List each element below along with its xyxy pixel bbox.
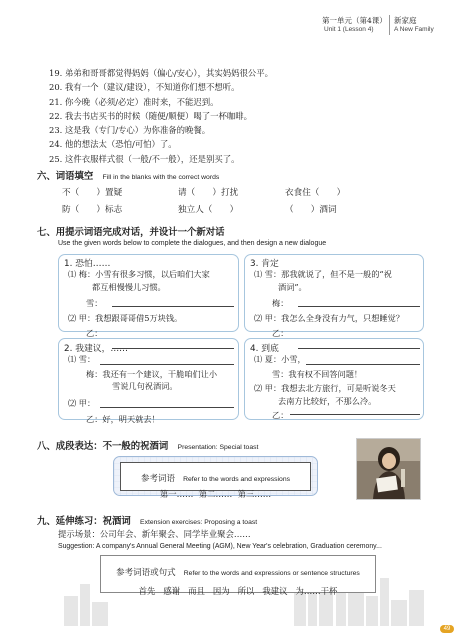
fill-blank-3: 衣食住（ ） bbox=[285, 188, 346, 198]
unit-label-cn: 第一单元（第4课） bbox=[322, 16, 387, 25]
unit-label-en: Unit 1 (Lesson 4) bbox=[324, 26, 374, 33]
answer-line[interactable] bbox=[290, 414, 420, 415]
section9-title-en: Extension exercises: Proposing a toast bbox=[140, 519, 258, 526]
dialogue-4-line-5: 乙： bbox=[272, 410, 289, 421]
dialogue-4-line-4: 去南方比较好，不那么冷。 bbox=[278, 395, 377, 406]
dialogue-2-keyword: 2. 我建议，…… bbox=[64, 344, 128, 354]
dialogue-2-line-4: ⑵ 甲： bbox=[68, 397, 96, 408]
dialogue-1-line-5: 乙： bbox=[86, 328, 103, 339]
exercise-line-23: 23. 这是我（专门/专心）为你准备的晚餐。 bbox=[49, 125, 211, 136]
section9-ref-words: 首先 感谢 而且 因为 所以 我建议 为……干杯 bbox=[138, 586, 338, 596]
section8-title: 八、成段表达：不一般的祝酒词 Presentation: Special toast bbox=[37, 441, 259, 452]
section9-suggestion: Suggestion: A company's Annual General Meeting (AGM), New Year's celebration, Graduation ceremony... bbox=[58, 543, 382, 550]
exercise-line-20: 20. 我有一个（建议/建设），不知道你们想不想听。 bbox=[49, 82, 240, 93]
section8-ref-heading bbox=[121, 466, 310, 485]
answer-line[interactable] bbox=[100, 364, 234, 365]
section6-title-en: Fill in the blanks with the correct words bbox=[102, 174, 220, 181]
section-label-cn: 新家庭 bbox=[394, 16, 417, 25]
dialogue-1-line-3: 雪： bbox=[86, 298, 103, 309]
dialogue-3-line-4: ⑵ 甲：我怎么全身没有力气，只想睡觉？ bbox=[254, 312, 404, 323]
fill-blank-1: 不（ ）置疑 bbox=[62, 188, 123, 198]
section9-hint: 提示场景：公司年会、新年聚会、同学毕业聚会…… bbox=[58, 529, 251, 539]
dialogue-3-line-1: ⑴ 雪：那我就说了，但不是一般的“祝 bbox=[254, 269, 392, 279]
fill-blank-4: 防（ ）标志 bbox=[62, 205, 123, 215]
dialogue-1-keyword: 1. 恐怕…… bbox=[64, 259, 111, 269]
section7-title-en: Use the given words below to complete the dialogues, and then design a new dialogue bbox=[58, 240, 327, 247]
answer-line[interactable] bbox=[112, 306, 234, 307]
section8-ref-title: 参考词语 bbox=[140, 474, 175, 484]
dialogue-2-line-3: 雪说几句祝酒词。 bbox=[112, 381, 178, 392]
answer-line[interactable] bbox=[100, 407, 234, 408]
exercise-line-19: 19. 弟弟和哥哥都觉得妈妈（偏心/安心），其实妈妈很公平。 bbox=[49, 68, 273, 78]
section9-ref-heading bbox=[101, 560, 375, 579]
dialogue-3-line-3: 梅： bbox=[272, 298, 289, 309]
dialogue-3-text bbox=[254, 268, 426, 340]
fill-blank-5: 独立人（ ） bbox=[178, 205, 239, 215]
page-number-badge: 49 bbox=[440, 625, 454, 633]
section8-ref-words: 第一…… 第二…… 第三…… bbox=[159, 489, 272, 499]
exercise-line-25: 25. 这件衣服样式很（一般/不一般），还是别买了。 bbox=[49, 153, 240, 164]
section9-ref-title: 参考词语或句式 bbox=[116, 568, 176, 578]
toast-photo bbox=[356, 438, 421, 500]
exercise-line-22: 22. 我去书店买书的时候（随便/顺便）喝了一杯咖啡。 bbox=[49, 110, 253, 121]
dialogue-2-line-1: ⑴ 雪： bbox=[68, 354, 96, 364]
woman-reading-toast-image bbox=[357, 439, 420, 499]
section-label-en: A New Family bbox=[394, 26, 434, 33]
fill-blank-6: （ ）酒词 bbox=[285, 205, 337, 215]
section7-title: 七、用提示词语完成对话，并设计一个新对话 bbox=[37, 227, 225, 238]
exercise-list bbox=[49, 66, 273, 166]
fill-blank-2: 请（ ）打扰 bbox=[178, 188, 239, 198]
dialogue-4-line-2: 雪：我有权不回答问题！ bbox=[272, 368, 363, 379]
section9-title: 九、延伸练习：祝酒词 Extension exercises: Proposing a toast bbox=[37, 516, 258, 527]
section8-ref-inner bbox=[120, 462, 311, 499]
header-separator bbox=[389, 15, 390, 35]
dialogue-4-keyword: 4. 到底 bbox=[250, 344, 279, 354]
exercise-line-21: 21. 你今晚（必须/必定）准时来，不能迟到。 bbox=[49, 96, 219, 107]
dialogue-1-text bbox=[68, 268, 240, 340]
section8-ref-box bbox=[113, 456, 318, 499]
answer-line[interactable] bbox=[306, 364, 420, 365]
dialogue-1-line-1: ⑴ 梅：小雪有很多习惯，以后咱们大家 bbox=[68, 269, 210, 279]
dialogue-3-line-5: 乙： bbox=[272, 328, 289, 339]
dialogue-1-line-2: 都互相慢慢儿习惯。 bbox=[92, 281, 166, 292]
section8-title-en: Presentation: Special toast bbox=[177, 444, 259, 451]
exercise-line-24: 24. 他的想法太（恐怕/可怕）了。 bbox=[49, 139, 177, 150]
section8-ref-title-en: Refer to the words and expressions bbox=[183, 476, 291, 483]
section9-ref-box bbox=[100, 555, 376, 596]
section9-ref-title-en: Refer to the words and expressions or sentence structures bbox=[183, 570, 360, 577]
dialogue-4-line-1: ⑴ 夏：小雪， bbox=[254, 354, 306, 364]
dialogue-2-line-5: 乙：好，明天就去！ bbox=[86, 414, 160, 425]
dialogue-4-line-3: ⑵ 甲：我想去北方旅行，可是听说冬天 bbox=[254, 383, 396, 394]
dialogue-1-line-4: ⑵ 甲：我想跟哥哥借5万块钱。 bbox=[68, 312, 183, 323]
dialogue-3-line-2: 酒词”。 bbox=[278, 281, 307, 292]
dialogue-2-line-2: 梅：我还有一个建议，干脆咱们让小 bbox=[86, 368, 218, 379]
section6-title: 六、词语填空 Fill in the blanks with the correct words bbox=[37, 171, 220, 182]
dialogue-3-keyword: 3. 肯定 bbox=[250, 259, 279, 269]
answer-line[interactable] bbox=[298, 306, 420, 307]
